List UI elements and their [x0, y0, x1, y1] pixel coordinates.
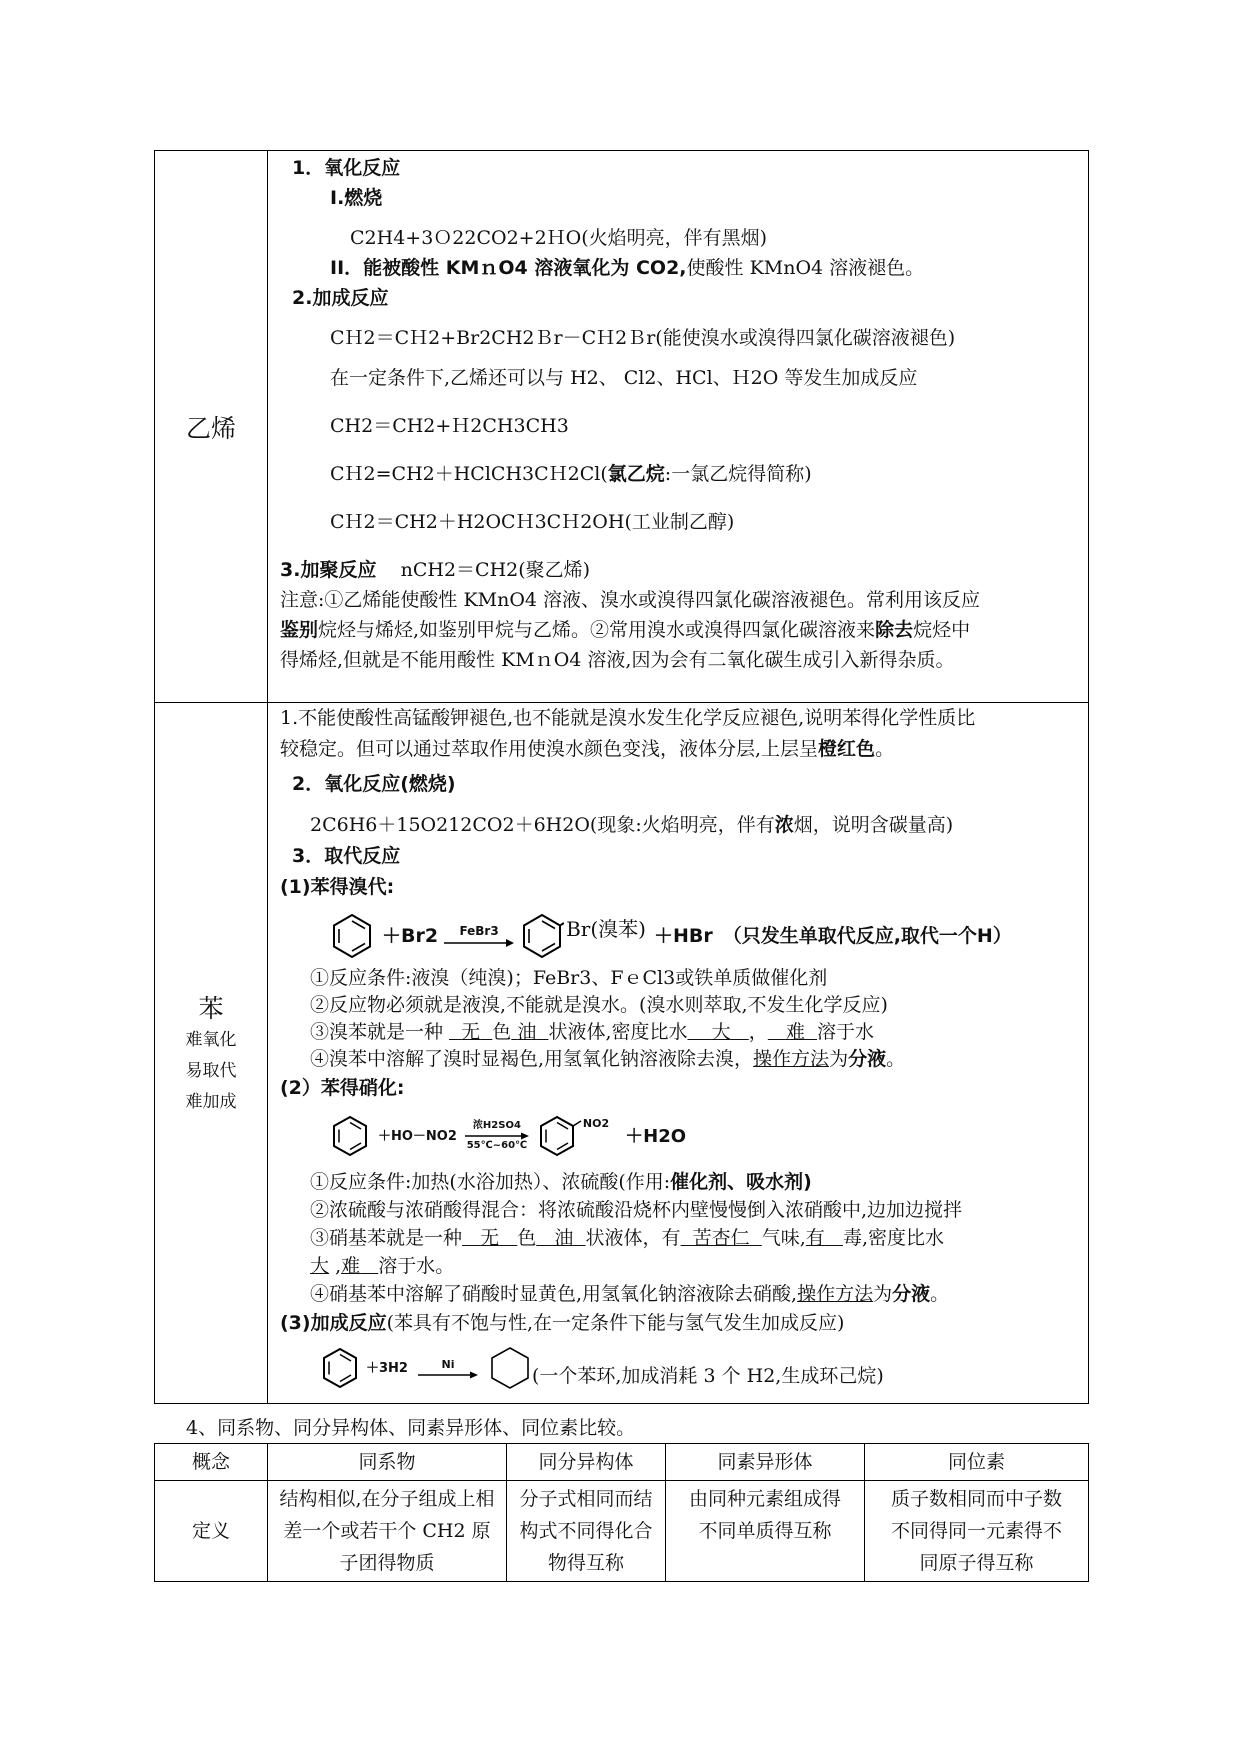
b3-pre: ③溴苯就是一种 [310, 1021, 444, 1043]
ethylene-s3-title: 3.加聚反应 [280, 559, 377, 581]
bromination-b3 [280, 1019, 1078, 1046]
b3-u2 [511, 1021, 548, 1043]
b4-bold: 分液 [848, 1048, 887, 1070]
reaction-arrow-icon [418, 1371, 478, 1379]
addition-reagent: ＋3H2 [366, 1360, 408, 1376]
n4-bold: 分液 [892, 1283, 931, 1305]
benzene-s2-title: 2．氧化反应(燃烧) [292, 773, 456, 795]
b3-m1: 色 [492, 1021, 512, 1043]
n3b-u2-text: 难 [341, 1255, 361, 1277]
s3-3-bold: (3)加成反应 [280, 1312, 387, 1334]
n3b-u1: 大 [310, 1255, 330, 1277]
nitration-no2: NO2 [582, 1116, 610, 1130]
ethylene-s3-eq: nCH2＝CH2(聚乙烯) [400, 559, 591, 581]
n4-m: 为 [873, 1283, 893, 1305]
ethylene-note-b-rest2: 烷烃中 [913, 619, 971, 641]
ethylene-s2-eq3-bold: 氯乙烷 [607, 463, 665, 485]
n1-pre: ①反应条件:加热(水浴加热）、浓硫酸(作用: [310, 1171, 671, 1193]
ethylene-note-b-rest1: 烷烃与烯烃,如鉴别甲烷与乙烯。②常用溴水或溴得四氯化碳溶液来 [318, 619, 876, 641]
definition-homolog: 结构相似,在分子组成上相差一个或若干个 CH2 原子团得物质 [268, 1481, 507, 1582]
b4-m: 为 [829, 1048, 849, 1070]
benzene-ring-icon [320, 1346, 360, 1390]
ethylene-s1-title: 1．氧化反应 [292, 157, 401, 179]
n3-u3 [681, 1227, 762, 1249]
b3-m4: 溶于水 [817, 1021, 875, 1043]
bromination-b2: ②反应物必须就是液溴,不能就是溴水。(溴水则萃取,不发生化学反应) [310, 994, 888, 1016]
nitration-h2o: ＋H2O [625, 1125, 687, 1147]
ethylene-label-cell [155, 151, 268, 703]
ethylene-note-b-bold: 鉴别 [280, 619, 319, 641]
ethylene-s2-eq4: CＨ2＝CH2＋H2OCＨ3CＨ2OH(工业制乙醇) [330, 511, 735, 533]
addition-equation [280, 1343, 1078, 1393]
ethylene-note-b-bold2: 除去 [875, 619, 914, 641]
n3-m3: 气味, [761, 1227, 806, 1249]
nitrobenzene-ring-icon [537, 1114, 587, 1158]
n3-u2-text: 油 [554, 1227, 574, 1249]
bromination-catalyst: FeBr3 [459, 924, 499, 938]
b3-u4 [768, 1021, 817, 1043]
nitration-n1 [280, 1168, 1078, 1196]
ethylene-s3-line [280, 555, 1078, 585]
b3-m3: ， [748, 1021, 768, 1043]
header-isomer: 同分异构体 [507, 1444, 666, 1481]
nitration-catalyst-bottom: 55℃~60℃ [466, 1140, 528, 1151]
benzene-label-cell [155, 703, 268, 1404]
nitration-n3 [280, 1224, 1078, 1252]
ethylene-s2-eq3 [280, 459, 1078, 489]
b3-u3-text: 大 [711, 1021, 731, 1043]
cyclohexane-ring-icon [488, 1345, 532, 1391]
s3-3-rest: (苯具有不饱与性,在一定条件下能与氢气发生加成反应) [386, 1312, 845, 1334]
n4-u: 操作方法 [797, 1283, 874, 1305]
definition-isotope: 质子数相同而中子数不同得同一元素得不同原子得互称 [865, 1481, 1089, 1582]
benzene-s3-3 [280, 1308, 1078, 1339]
n3-u1-text: 无 [480, 1227, 500, 1249]
nitration-arrow [465, 1120, 529, 1152]
ethylene-s1-sub2 [280, 253, 1078, 283]
bromination-arrow [444, 924, 514, 948]
benzene-ring-icon [330, 1114, 370, 1158]
benzene-s2-eq [280, 810, 1078, 841]
bromination-br2: ＋Br2 [382, 924, 439, 947]
nitration-catalyst-top: 浓H2SO4 [472, 1120, 521, 1131]
benzene-sub2: 易取代 [185, 1060, 237, 1081]
b4-u: 操作方法 [753, 1048, 830, 1070]
benzene-s3-title: 3．取代反应 [292, 845, 401, 867]
bromination-note: （只发生单取代反应,取代一个H） [722, 924, 1012, 947]
b3-u1 [449, 1021, 492, 1043]
n3-pre: ③硝基苯就是一种 [310, 1227, 463, 1249]
n1-post: ) [803, 1171, 812, 1193]
ethylene-s2-eq3-pre: CＨ2=CH2＋HClCH3CＨ2Cl( [330, 463, 608, 485]
benzene-s3-1-title: (1)苯得溴代: [280, 876, 395, 898]
bromination-b4 [280, 1046, 1078, 1073]
benzene-content-cell [268, 703, 1089, 1404]
b3-u3 [687, 1021, 748, 1043]
n3-m4: 毒,密度比水 [842, 1227, 944, 1249]
n3b-m2: 溶于水。 [378, 1255, 455, 1277]
benzene-p1: 1.不能使酸性高锰酸钾褪色,也不能就是溴水发生化学反应褪色,说明苯得化学性质比 [280, 707, 976, 729]
benzene-p2-post: 。 [875, 738, 895, 760]
n3b-m1: , [335, 1255, 342, 1277]
benzene-sub3: 难加成 [185, 1091, 237, 1112]
n1-bold: 催化剂、吸水剂 [670, 1171, 804, 1193]
bromination-product-br: Br(溴苯) [566, 916, 646, 941]
n3-u2 [536, 1227, 585, 1249]
n3-u4-text: 有 [805, 1227, 825, 1249]
addition-arrow [418, 1358, 478, 1379]
b4-pre: ④溴苯中溶解了溴时显褐色,用氢氧化钠溶液除去溴， [310, 1048, 754, 1070]
b3-u1-text: 无 [461, 1021, 481, 1043]
comparison-table [154, 1443, 1089, 1582]
n3-m2: 状液体，有 [585, 1227, 681, 1249]
ethylene-s2-eq2: CH2＝CH2+Ｈ2CH3CH3 [330, 415, 569, 437]
ethylene-note-b [280, 615, 1078, 645]
row-label-definition: 定义 [155, 1481, 268, 1582]
ethylene-content-cell [268, 151, 1089, 703]
benzene-p2 [280, 734, 1078, 765]
ethylene-row [155, 151, 1089, 703]
b3-u2-text: 油 [517, 1021, 537, 1043]
header-concept: 概念 [155, 1444, 268, 1481]
header-homolog: 同系物 [268, 1444, 507, 1481]
ethylene-s2-eq3-post: :一氯乙烷得简称) [664, 463, 812, 485]
definition-allotrope: 由同种元素组成得不同单质得互称 [666, 1481, 865, 1582]
ethylene-note-a: 注意:①乙烯能使酸性 KMnO4 溶液、溴水或溴得四氯化碳溶液褪色。常利用该反应 [280, 589, 981, 611]
ethylene-s1-sub2-rest: 使酸性 KMnO4 溶液褪色。 [686, 257, 925, 279]
ethylene-s1-sub2-bold: II．能被酸性 KMｎO4 溶液氧化为 CO2, [330, 257, 687, 279]
nitration-n4 [280, 1280, 1078, 1308]
benzene-s3-2-title: (2）苯得硝化: [280, 1077, 405, 1099]
benzene-row [155, 703, 1089, 1404]
benzene-sub1: 难氧化 [185, 1029, 237, 1050]
ethylene-s2-eq1: CＨ2＝CＨ2+Br2CH2Ｂr－CＨ2Ｂr(能使溴水或溴得四氯化碳溶液褪色) [330, 327, 956, 349]
nitration-n2: ②浓硫酸与浓硝酸得混合：将浓硫酸沿烧杯内壁慢慢倒入浓硝酸中,边加边搅拌 [310, 1199, 963, 1221]
addition-catalyst: Ni [441, 1357, 455, 1371]
ethylene-note-c: 得烯烃,但就是不能用酸性 KMｎO4 溶液,因为会有二氧化碳生成引入新得杂质。 [280, 649, 955, 671]
n3-u4 [806, 1227, 843, 1249]
benzene-label: 苯 [198, 993, 224, 1023]
nitration-equation [280, 1110, 1078, 1162]
n3b-u2 [341, 1255, 378, 1277]
comparison-header-row [155, 1444, 1089, 1481]
addition-note: (一个苯环,加成消耗 3 个 H2,生成环己烷) [531, 1364, 884, 1387]
bromination-equation [280, 911, 1078, 961]
n4-pre: ④硝基苯中溶解了硝酸时显黄色,用氢氧化钠溶液除去硝酸, [310, 1283, 798, 1305]
benzene-ring-icon [330, 912, 374, 960]
benzene-p2-bold: 橙红色 [818, 738, 876, 760]
bromination-b1: ①反应条件:液溴（纯溴)；FeBr3、FｅCl3或铁单质做催化剂 [310, 967, 828, 989]
comparison-definition-row [155, 1481, 1089, 1582]
ethylene-s1-eq: C2H4+3Ｏ22CO2+2ＨO(火焰明亮，伴有黑烟) [350, 227, 768, 249]
nitration-reagent: ＋HO－NO2 [378, 1128, 457, 1144]
ethylene-s2-note: 在一定条件下,乙烯还可以与 H2、 Cl2、HCl、Ｈ2O 等发生加成反应 [330, 367, 918, 389]
b3-u4-text: 难 [785, 1021, 805, 1043]
b4-post: 。 [886, 1048, 906, 1070]
definition-isomer: 分子式相同而结构式不同得化合物得互称 [507, 1481, 666, 1582]
n4-post: 。 [930, 1283, 950, 1305]
b3-m2: 状液体,密度比水 [548, 1021, 688, 1043]
header-allotrope: 同素异形体 [666, 1444, 865, 1481]
n3-u3-text: 苦杏仁 [692, 1227, 750, 1249]
bromination-hbr: ＋HBr [653, 924, 713, 947]
header-isotope: 同位素 [865, 1444, 1089, 1481]
nitration-n3b [280, 1252, 1078, 1280]
ethylene-s1-sub1: I.燃烧 [330, 187, 383, 209]
ethylene-s2-title: 2.加成反应 [292, 287, 389, 309]
n3-m1: 色 [517, 1227, 537, 1249]
benzene-s2-eq-bold: 浓 [774, 814, 794, 836]
n3-u1 [462, 1227, 517, 1249]
reaction-arrow-icon [444, 938, 514, 948]
reactions-table [154, 150, 1089, 1404]
reaction-arrow-icon [465, 1132, 529, 1140]
bromobenzene-ring-icon [520, 912, 564, 960]
ethylene-label: 乙烯 [185, 413, 236, 443]
benzene-s2-eq-post: 烟，说明含碳量高) [793, 814, 954, 836]
benzene-p2-pre: 较稳定。但可以通过萃取作用使溴水颜色变浅，液体分层,上层呈 [280, 738, 819, 760]
benzene-s2-eq-pre: 2C6H6＋15O212CO2＋6H2O(现象:火焰明亮，伴有 [310, 814, 775, 836]
comparison-caption: 4、同系物、同分异构体、同素异形体、同位素比较。 [186, 1417, 636, 1439]
